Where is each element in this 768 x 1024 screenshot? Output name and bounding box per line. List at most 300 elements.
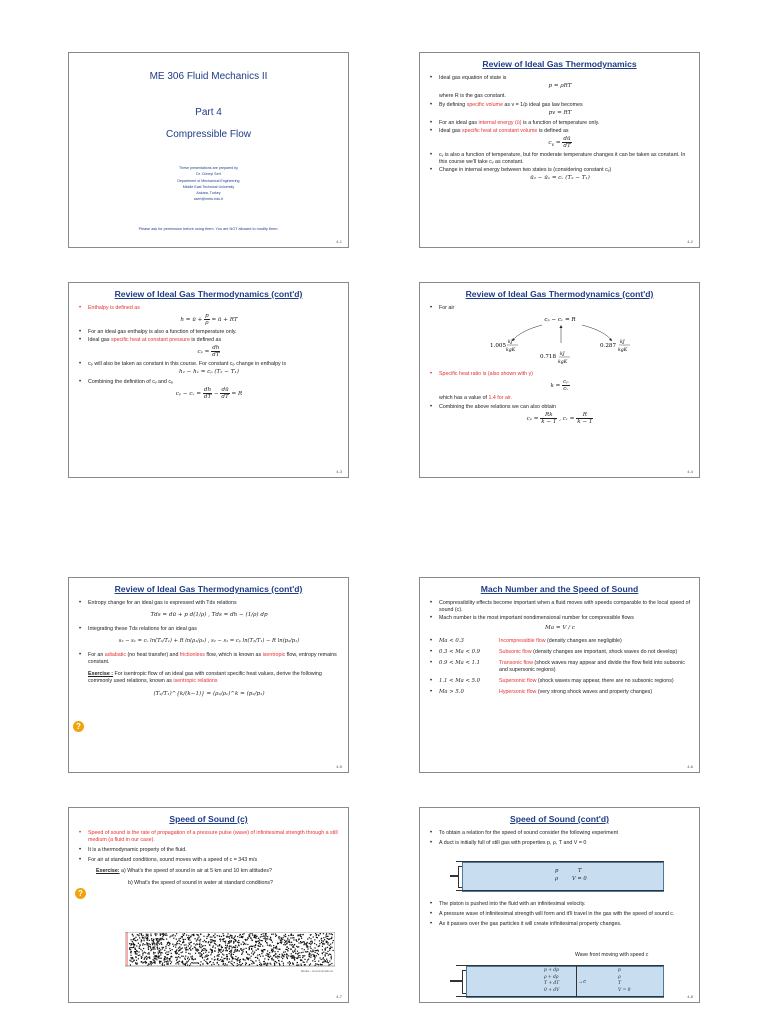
particle (162, 936, 163, 937)
particle (171, 953, 172, 954)
prop: V = 0 (618, 987, 631, 993)
particle (285, 944, 286, 945)
particle (269, 939, 270, 940)
particle (165, 948, 166, 949)
prop: T (618, 981, 621, 987)
particle (175, 963, 176, 964)
particle (322, 949, 323, 950)
particle (293, 955, 294, 956)
particle (223, 939, 224, 940)
particle (265, 963, 266, 964)
particle (275, 961, 276, 962)
numerator: dū (563, 136, 571, 142)
equation: Ma = V / c (545, 625, 575, 631)
particle (157, 945, 158, 946)
fraction (203, 387, 212, 400)
particle (293, 935, 294, 936)
particle (293, 937, 294, 938)
particle (260, 956, 261, 957)
particle (208, 934, 209, 935)
particle (232, 964, 233, 965)
particle (239, 961, 240, 962)
denominator: k − 1 (541, 419, 557, 425)
particle (267, 955, 268, 956)
bullet: • cₚ will also be taken as constant in this course. For constant cₚ change in enthalpy is (78, 361, 340, 368)
particle (193, 934, 194, 935)
bullet: • As it passes over the gas particles it will create infinitesimal property changes. (429, 921, 691, 928)
particle (164, 950, 165, 951)
course-title: ME 306 Fluid Mechanics II (149, 71, 268, 82)
prop: T + dT (544, 981, 560, 987)
particle (285, 951, 286, 952)
particle (203, 953, 204, 954)
particle (297, 951, 298, 952)
particle (181, 962, 182, 963)
particle (288, 955, 289, 956)
regime-name: Subsonic flow (499, 649, 532, 655)
particle (311, 951, 312, 952)
particle (179, 943, 180, 944)
particle (276, 962, 277, 963)
particle (131, 939, 132, 940)
particle (177, 958, 178, 959)
particle (156, 938, 157, 939)
particle (195, 958, 196, 959)
particle (301, 938, 302, 939)
exercise-label: Exercise : (88, 671, 114, 677)
particle (293, 939, 294, 940)
particle (161, 944, 162, 945)
particle (287, 962, 288, 963)
particle (239, 937, 240, 938)
particle (201, 953, 202, 954)
particle (280, 940, 281, 941)
particle (249, 936, 250, 937)
particle (179, 938, 180, 939)
credit-line: Department of Mechanical Engineering (177, 178, 240, 183)
particle (208, 942, 209, 943)
particle (231, 937, 232, 938)
particle (200, 964, 201, 965)
particle (255, 960, 256, 961)
particle (310, 946, 311, 947)
particle (315, 933, 316, 934)
particle (175, 951, 176, 952)
particle (200, 961, 201, 962)
particle (209, 962, 210, 963)
particle (241, 944, 242, 945)
particle (141, 933, 142, 934)
particle (266, 935, 267, 936)
particle (175, 944, 176, 945)
exercise-label: Exercise: (96, 868, 120, 874)
eq-term: , cᵥ = (559, 416, 575, 422)
particle (221, 961, 222, 962)
particle (255, 957, 256, 958)
particle (130, 949, 131, 950)
speed-label: c (583, 979, 587, 985)
particle (233, 943, 234, 944)
particle (156, 959, 157, 960)
particle (220, 940, 221, 941)
particle (299, 957, 300, 958)
particle (295, 953, 296, 954)
particle (155, 933, 156, 934)
equation: h₂ − h₁ = cₚ (T₂ − T₁) (179, 369, 239, 375)
particle (189, 959, 190, 960)
particle (264, 958, 265, 959)
eq-term: cₚ = (526, 416, 539, 422)
particle (262, 951, 263, 952)
particle (143, 962, 144, 963)
particle (149, 943, 150, 944)
particle (214, 933, 215, 934)
gas-region (466, 966, 664, 998)
particle (241, 954, 242, 955)
particle (202, 945, 203, 946)
value-r: 0.287 (600, 343, 617, 349)
particle (252, 940, 253, 941)
text: is (also shown with γ) (481, 371, 533, 377)
fraction (220, 387, 229, 400)
particle (153, 952, 154, 953)
particle (160, 952, 161, 953)
fraction (540, 412, 557, 425)
particle (292, 951, 293, 952)
particle (184, 933, 185, 934)
particle (229, 948, 230, 949)
particle (289, 964, 290, 965)
denominator: cᵥ (563, 386, 569, 392)
particle (199, 944, 200, 945)
particle (323, 957, 324, 958)
particle (309, 964, 310, 965)
particle (291, 945, 292, 946)
particle (222, 954, 223, 955)
particle (205, 955, 206, 956)
particle (280, 942, 281, 943)
particle (194, 962, 195, 963)
prop-rho: ρ (555, 876, 559, 882)
particle (169, 943, 170, 944)
particle (177, 957, 178, 958)
particle (323, 952, 324, 953)
text: Ideal gas (439, 128, 462, 134)
particle (309, 956, 310, 957)
particle (282, 939, 283, 940)
particle (161, 942, 162, 943)
particle (243, 933, 244, 934)
particle (223, 963, 224, 964)
particle (301, 960, 302, 961)
particle (180, 938, 181, 939)
particle (211, 958, 212, 959)
particle (166, 951, 167, 952)
credit-line: Ankara, Turkey (196, 191, 221, 196)
particle (170, 950, 171, 951)
particle (266, 965, 267, 966)
particle (273, 934, 274, 935)
mach-row (429, 678, 691, 685)
particle (247, 937, 248, 938)
particle (210, 954, 211, 955)
particle (144, 940, 145, 941)
particle (328, 965, 329, 966)
particle (162, 933, 163, 934)
mach-range: • Ma < 0.3 (439, 638, 464, 644)
wave-arrow: →c (578, 979, 587, 985)
particle (181, 944, 182, 945)
particle (311, 955, 312, 956)
particle (157, 947, 158, 948)
particle (253, 954, 254, 955)
particle (251, 946, 252, 947)
particle (291, 934, 292, 935)
particle (322, 952, 323, 953)
particle (166, 944, 167, 945)
particle (189, 940, 190, 941)
particle (168, 942, 169, 943)
particle (178, 954, 179, 955)
particle (260, 944, 261, 945)
particle (325, 949, 326, 950)
particle (225, 941, 226, 942)
particle (167, 957, 168, 958)
text: is defined as (189, 337, 222, 343)
particle (231, 950, 232, 951)
particle (165, 957, 166, 958)
particle (176, 949, 177, 950)
particle (183, 939, 184, 940)
particle (133, 946, 134, 947)
bullet: • It is a thermodynamic property of the fluid. (78, 847, 340, 854)
credit-line: csert@metu.edu.tr (193, 197, 224, 202)
particle (223, 964, 224, 965)
particle (147, 938, 148, 939)
particle (300, 936, 301, 937)
mach-desc (499, 638, 691, 645)
prop: ρ (618, 974, 621, 980)
particle (277, 951, 278, 952)
particle (135, 940, 136, 941)
particle (261, 940, 262, 941)
particle (257, 955, 258, 956)
particle (251, 963, 252, 964)
particle (253, 953, 254, 954)
particle (186, 961, 187, 962)
particle (129, 960, 130, 961)
particle (265, 938, 266, 939)
slide-title: Speed of Sound (cont'd) (510, 814, 609, 824)
particle (131, 951, 132, 952)
particle (164, 961, 165, 962)
particle (316, 935, 317, 936)
eq-term: cₚ − cᵥ = (175, 391, 202, 397)
particle (222, 947, 223, 948)
particle (302, 942, 303, 943)
particle (179, 961, 180, 962)
particle (297, 954, 298, 955)
particle (319, 940, 320, 941)
duct-diagram-initial (450, 858, 670, 894)
particle (221, 957, 222, 958)
particle (266, 955, 267, 956)
page-number: 4-8 (687, 994, 693, 999)
particle (162, 963, 163, 964)
particle (327, 962, 328, 963)
particle (263, 933, 264, 934)
particle (330, 946, 331, 947)
denominator: dT (203, 394, 212, 400)
particle (187, 965, 188, 966)
particle (302, 948, 303, 949)
particle (187, 958, 188, 959)
particle (152, 944, 153, 945)
numerator: p (205, 313, 209, 319)
highlight: Enthalpy (88, 305, 109, 311)
particle (287, 954, 288, 955)
arrow-left (512, 325, 542, 341)
particle (135, 962, 136, 963)
particle (160, 933, 161, 934)
particle (132, 961, 133, 962)
particle (321, 942, 322, 943)
question-icon: ? (73, 721, 84, 732)
particle (317, 953, 318, 954)
particle (179, 950, 180, 951)
numerator: dh (212, 345, 220, 351)
particle (221, 952, 222, 953)
particle (151, 938, 152, 939)
particle (269, 945, 270, 946)
particle (197, 935, 198, 936)
particle (270, 956, 271, 957)
bullet (78, 652, 340, 666)
particle (155, 952, 156, 953)
particle (254, 952, 255, 953)
equation: Tds = dū + p d(1/ρ) , Tds = dh − (1/ρ) dp (150, 612, 268, 618)
particle (250, 937, 251, 938)
particle (283, 963, 284, 964)
particle (218, 948, 219, 949)
particle (267, 936, 268, 937)
duct-wall-top (456, 965, 664, 966)
particle (141, 956, 142, 957)
particle (191, 962, 192, 963)
bullet: • Entropy change for an ideal gas is expressed with Tds relations (78, 600, 340, 607)
particle (232, 947, 233, 948)
particle (190, 953, 191, 954)
particle (214, 956, 215, 957)
particle (234, 950, 235, 951)
particle (313, 936, 314, 937)
particle (224, 965, 225, 966)
exercise (78, 671, 340, 685)
particle (182, 961, 183, 962)
particle (247, 958, 248, 959)
bullet: • Combining the above relations we can also obtain (429, 404, 691, 411)
particle (293, 947, 294, 948)
denominator: k − 1 (577, 419, 593, 425)
particle (287, 958, 288, 959)
slide-air-properties (419, 282, 700, 478)
particle (263, 935, 264, 936)
eq-top: cₚ − cᵥ = R (544, 317, 576, 323)
particle (279, 949, 280, 950)
particle (158, 956, 159, 957)
particle (322, 946, 323, 947)
particle (237, 963, 238, 964)
particle (141, 941, 142, 942)
particle (193, 959, 194, 960)
particle (310, 944, 311, 945)
particle (234, 951, 235, 952)
particle (170, 960, 171, 961)
particle (182, 951, 183, 952)
particle (133, 942, 134, 943)
particle (212, 940, 213, 941)
particle (323, 933, 324, 934)
particle (245, 964, 246, 965)
particle (264, 949, 265, 950)
particle (197, 962, 198, 963)
particle (238, 945, 239, 946)
particle (234, 937, 235, 938)
particle (304, 964, 305, 965)
regime-name: Transonic flow (499, 660, 533, 666)
particle (283, 944, 284, 945)
text: a) What's the speed of sound in air at 5 km and 10 km altitudes? (119, 868, 272, 874)
particle (137, 939, 138, 940)
particle (169, 936, 170, 937)
slide-title: Speed of Sound (c) (169, 814, 248, 824)
particle (138, 951, 139, 952)
particle (257, 957, 258, 958)
particle (149, 940, 150, 941)
unit-num: kJ (508, 340, 513, 345)
particle (318, 935, 319, 936)
particle (195, 944, 196, 945)
bullet (78, 305, 340, 312)
particle (197, 938, 198, 939)
text: as v = 1/ρ ideal gas law becomes (502, 102, 583, 108)
particle (224, 941, 225, 942)
particle (242, 936, 243, 937)
particle (143, 948, 144, 949)
particle (229, 945, 230, 946)
particle (184, 947, 185, 948)
particle (177, 953, 178, 954)
particle (162, 947, 163, 948)
bullet (78, 337, 340, 344)
text: Ideal gas (88, 337, 111, 343)
particle (149, 953, 150, 954)
particle (310, 957, 311, 958)
particle (238, 964, 239, 965)
particle (229, 953, 230, 954)
particle (282, 955, 283, 956)
particle (219, 936, 220, 937)
slide-title: Mach Number and the Speed of Sound (480, 584, 639, 594)
particle (292, 937, 293, 938)
particle (289, 941, 290, 942)
particle (298, 955, 299, 956)
particle (206, 956, 207, 957)
particle (203, 950, 204, 951)
particle (306, 945, 307, 946)
particle (255, 935, 256, 936)
particle (206, 959, 207, 960)
